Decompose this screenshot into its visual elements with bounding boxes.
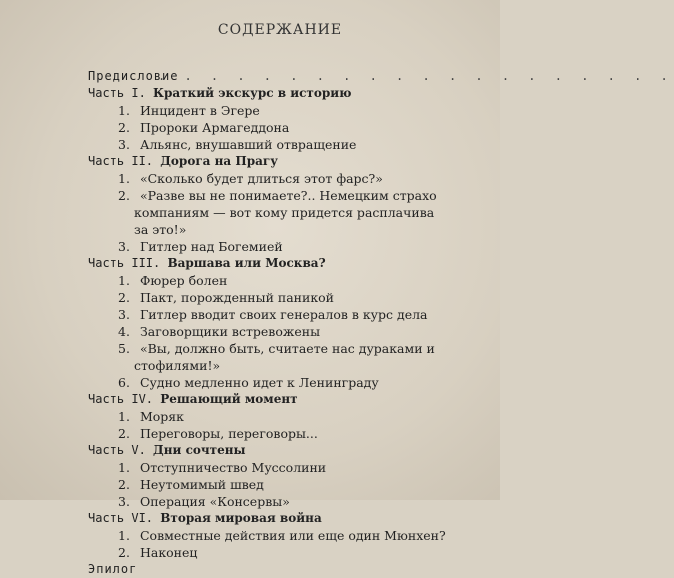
- toc-entry-sub: [88, 493, 508, 510]
- toc-entry-sub: [88, 136, 508, 153]
- chapter-title: Совместные действия или еще один Мюнхен?: [136, 528, 446, 543]
- chapter-number: 2.: [118, 188, 130, 203]
- toc-entry-cont: [88, 357, 508, 374]
- toc-entry-part: [88, 85, 508, 102]
- chapter-title: Гитлер над Богемией: [136, 239, 283, 254]
- part-title: Краткий экскурс в историю: [153, 86, 352, 100]
- part-title: Дни сочтены: [153, 443, 246, 457]
- toc-entry-sub: [88, 544, 508, 561]
- chapter-title: «Вы, должно быть, считаете нас дураками и: [136, 341, 435, 356]
- toc-entry-sub: [88, 119, 508, 136]
- chapter-title: «Сколько будет длиться этот фарс?»: [136, 171, 383, 186]
- toc-entry-part: [88, 442, 508, 459]
- toc-entry-sub: [88, 340, 508, 357]
- chapter-number: 2.: [118, 426, 130, 441]
- chapter-title-continuation: за это!»: [134, 222, 187, 237]
- chapter-title-continuation: стофилями!»: [134, 358, 221, 373]
- chapter-number: 1.: [118, 528, 130, 543]
- toc-entry-sub: [88, 476, 508, 493]
- part-label: Часть VI.: [88, 511, 161, 525]
- chapter-title-continuation: компаниям — вот кому придется расплачива: [134, 205, 435, 220]
- chapter-title: Судно медленно идет к Ленинграду: [136, 375, 379, 390]
- toc-entry-part: [88, 391, 508, 408]
- part-title: Вторая мировая война: [160, 511, 322, 525]
- chapter-number: 2.: [118, 477, 130, 492]
- chapter-title: Моряк: [136, 409, 184, 424]
- chapter-title: «Разве вы не понимаете?.. Немецким страхо: [136, 188, 437, 203]
- part-label: Часть I.: [88, 86, 154, 100]
- toc-entry-sub: [88, 187, 508, 204]
- leader-dots: . . . . . . . . . . . . . . . . . . . .: [158, 69, 674, 83]
- part-label: Часть V.: [88, 443, 154, 457]
- chapter-number: 1.: [118, 103, 130, 118]
- toc-entry-cont: [88, 204, 508, 221]
- toc-entry-sub: [88, 170, 508, 187]
- toc-entry-sub: [88, 289, 508, 306]
- chapter-title: Гитлер вводит своих генералов в курс дела: [136, 307, 428, 322]
- toc-entry-sub: [88, 425, 508, 442]
- chapter-title: Фюрер болен: [136, 273, 228, 288]
- chapter-number: 2.: [118, 545, 130, 560]
- toc-entry-sub: [88, 374, 508, 391]
- chapter-title: Пакт, порожденный паникой: [136, 290, 335, 305]
- chapter-number: 6.: [118, 375, 130, 390]
- chapter-number: 5.: [118, 341, 130, 356]
- toc-entry-sub: [88, 272, 508, 289]
- part-title: Дорога на Прагу: [160, 154, 278, 168]
- toc-entry-part: [88, 510, 508, 527]
- toc-entry-sub: [88, 102, 508, 119]
- part-title: Решающий момент: [160, 392, 298, 406]
- chapter-number: 2.: [118, 290, 130, 305]
- chapter-number: 1.: [118, 409, 130, 424]
- toc-entry-part: [88, 255, 508, 272]
- chapter-number: 1.: [118, 171, 130, 186]
- chapter-title: Неутомимый швед: [136, 477, 264, 492]
- toc-entry-chap: [88, 68, 674, 85]
- toc-entry-sub: [88, 527, 508, 544]
- toc-entry-part: [88, 153, 508, 170]
- chapter-number: 4.: [118, 324, 130, 339]
- chapter-number: 1.: [118, 273, 130, 288]
- table-of-contents: [88, 68, 674, 578]
- chapter-title: Отступничество Муссолини: [136, 460, 327, 475]
- toc-entry-sub: [88, 306, 508, 323]
- toc-entry-chap: [88, 561, 508, 578]
- chapter-number: 3.: [118, 137, 130, 152]
- section-title: Предисловие: [88, 69, 179, 83]
- chapter-number: 3.: [118, 494, 130, 509]
- chapter-number: 3.: [118, 239, 130, 254]
- part-title: Варшава или Москва?: [167, 256, 326, 270]
- part-label: Часть IV.: [88, 392, 161, 406]
- section-title: Эпилог: [88, 562, 138, 576]
- toc-entry-sub: [88, 408, 508, 425]
- page-title: СОДЕРЖАНИЕ: [217, 22, 343, 38]
- chapter-title: Операция «Консервы»: [136, 494, 290, 509]
- toc-entry-cont: [88, 221, 508, 238]
- toc-entry-sub: [88, 323, 508, 340]
- part-label: Часть II.: [88, 154, 161, 168]
- chapter-number: 3.: [118, 307, 130, 322]
- chapter-title: Инцидент в Эгере: [136, 103, 260, 118]
- chapter-title: Заговорщики встревожены: [136, 324, 321, 339]
- toc-entry-sub: [88, 459, 508, 476]
- toc-entry-sub: [88, 238, 508, 255]
- chapter-number: 2.: [118, 120, 130, 135]
- chapter-title: Наконец: [136, 545, 198, 560]
- chapter-title: Альянс, внушавший отвращение: [136, 137, 357, 152]
- chapter-number: 1.: [118, 460, 130, 475]
- part-label: Часть III.: [88, 256, 168, 270]
- chapter-title: Пророки Армагеддона: [136, 120, 290, 135]
- chapter-title: Переговоры, переговоры...: [136, 426, 318, 441]
